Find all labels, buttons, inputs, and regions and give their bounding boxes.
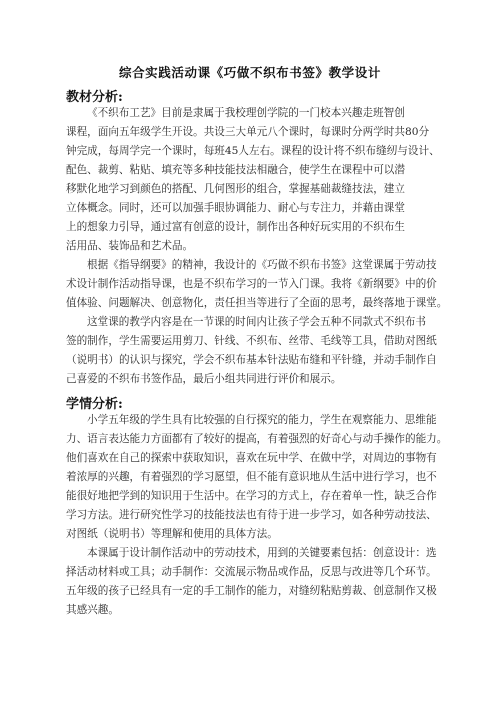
paragraph-line: 术设计制作活动指导课，也是不织布学习的一节入门课。我将《新纲要》中的价 (66, 278, 437, 290)
document-title: 综合实践活动课《巧做不织布书签》教学设计 (118, 65, 381, 80)
paragraph-line: 课程，面向五年级学生开设。共设三大单元八个课时，每课时分两学时共80分 (66, 126, 430, 138)
paragraph-line: 这堂课的教学内容是在一节课的时间内让孩子学会五种不同款式不织布书 (87, 316, 426, 328)
paragraph-line: 根据《指导纲要》的精神，我设计的《巧做不织布书签》这堂课属于劳动技 (87, 259, 437, 271)
paragraph-line: 《不织布工艺》目前是隶属于我校理创学院的一门校本兴趣走班智创 (87, 107, 405, 119)
paragraph-line: 对图纸（说明书）等理解和使用的具体方法。 (66, 528, 278, 540)
section-heading-textbook-analysis: 教材分析: (66, 90, 123, 105)
paragraph-line: 己喜爱的不织布书签作品，最后小组共同进行评价和展示。 (66, 373, 342, 385)
paragraph-line: 能很好地把学到的知识用于生活中。在学习的方式上，存在着单一性，缺乏合作 (66, 490, 437, 502)
paragraph-line: 小学五年级的学生具有比较强的自行探究的能力，学生在观察能力、思维能 (87, 414, 437, 426)
paragraph-line: 立体概念。同时，还可以加强手眼协调能力、耐心与专注力，并藉由课堂 (66, 202, 405, 214)
section-heading-student-analysis: 学情分析: (66, 397, 123, 412)
paragraph-line: 他们喜欢在自己的探索中获取知识，喜欢在玩中学、在做中学，对周边的事物有 (66, 452, 437, 464)
paragraph-line: 力、语言表达能力方面都有了较好的提高，有着强烈的好奇心与动手操作的能力。 (66, 433, 448, 445)
paragraph-line: 值体验、问题解决、创意物化，责任担当等进行了全面的思考，最终落地于课堂。 (66, 297, 448, 309)
paragraph-line: 五年级的孩子已经具有一定的手工制作的能力，对缝纫粘贴剪裁、创意制作又极 (66, 585, 437, 597)
paragraph-line: 配色、裁剪、粘贴、填充等多种技能技法相融合，使学生在课程中可以潜 (66, 164, 405, 176)
paragraph-line: 活用品、装饰品和艺术品。 (66, 240, 194, 252)
paragraph-line: 择活动材料或工具；动手制作：交流展示物品或作品，反思与改进等几个环节。 (66, 566, 437, 578)
paragraph-line: 其感兴趣。 (66, 604, 119, 616)
paragraph-line: 学习方法。进行研究性学习的技能技法也有待于进一步学习，如各种劳动技法、 (66, 509, 437, 521)
paragraph-line: 上的想象力引导，通过富有创意的设计，制作出各种好玩实用的不织布生 (66, 221, 405, 233)
paragraph-line: 移默化地学习到颜色的搭配、几何图形的组合，掌握基础裁缝技法，建立 (66, 183, 405, 195)
paragraph-line: 钟完成，每周学完一个课时，每班45人左右。课程的设计将不织布缝纫与设计、 (66, 145, 440, 157)
paragraph-line: 着浓厚的兴趣，有着强烈的学习愿望，但不能有意识地从生活中进行学习，也不 (66, 471, 437, 483)
paragraph-line: 签的制作，学生需要运用剪刀、针线、不织布、丝带、毛线等工具，借助对图纸 (66, 335, 437, 347)
paragraph-line: （说明书）的认识与探究，学会不织布基本针法贴布缝和平针缝，并动手制作自 (66, 354, 437, 366)
paragraph-line: 本课属于设计制作活动中的劳动技术，用到的关键要素包括：创意设计：选 (87, 547, 437, 559)
